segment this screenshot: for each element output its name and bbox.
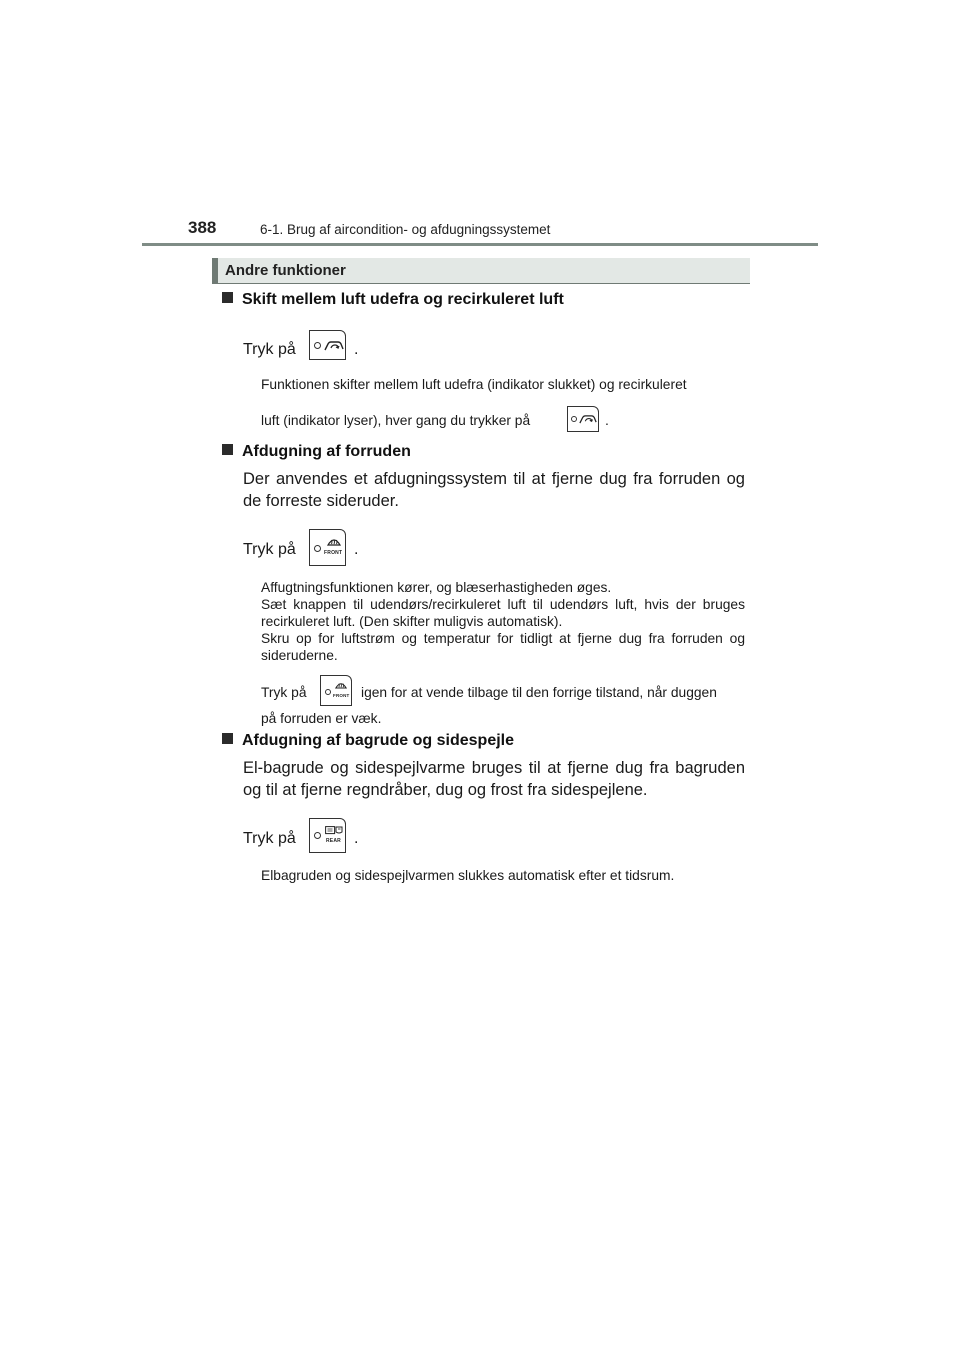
front-defog-notes xyxy=(261,579,745,664)
rear-defogger-mirror-heater-icon xyxy=(325,826,343,835)
note-line: Skru op for luftstrøm og temperatur for tidligt at fjerne dug fra forruden og sideruderne. xyxy=(261,631,745,663)
heading-front-defog: Afdugning af forruden xyxy=(222,443,411,461)
note-again-prefix: Tryk på xyxy=(261,685,307,700)
press-label: Tryk på xyxy=(243,541,296,558)
rear-defog-body: El-bagrude og sidespejlvarme bruges til at fjerne dug fra bagruden og til at fjerne regndråber, dug og frost fra sidespejlene. xyxy=(243,759,745,799)
note-recirc-line1: Funktionen skifter mellem luft udefra (indikator slukket) og recirkuleret xyxy=(261,377,687,392)
chapter-title: 6-1. Brug af aircondition- og afdugningssystemet xyxy=(260,222,551,237)
rear-defogger-button xyxy=(309,818,346,853)
recirculation-icon xyxy=(324,339,344,352)
rear-caption: REAR xyxy=(326,838,341,844)
note-recirc-line2: luft (indikator lyser), hver gang du trykker på xyxy=(261,413,531,428)
bullet-square-icon xyxy=(222,733,233,744)
front-defroster-button xyxy=(309,529,346,566)
recirculation-button xyxy=(309,330,346,360)
front-defog-body: Der anvendes et afdugningssystem til at fjerne dug fra forruden og de forreste sideruder. xyxy=(243,470,745,510)
note-line: Sæt knappen til udendørs/recirkuleret luft til udendørs luft, hvis der bruges recirkuleret luft. (Den skifter muligvis automatisk). xyxy=(261,597,745,629)
heading-recirculation: Skift mellem luft udefra og recirkuleret luft xyxy=(222,291,564,309)
section-bar xyxy=(212,258,750,284)
indicator-led xyxy=(314,545,321,552)
bullet-square-icon xyxy=(222,444,233,455)
note-again-line2: på forruden er væk. xyxy=(261,711,382,726)
front-caption: FRONT xyxy=(324,550,343,556)
heading-rear-defog: Afdugning af bagrude og sidespejle xyxy=(222,732,514,750)
bullet-square-icon xyxy=(222,292,233,303)
page-header xyxy=(142,214,818,246)
windshield-defroster-icon xyxy=(327,536,341,547)
header-rule xyxy=(142,243,818,246)
windshield-defroster-icon xyxy=(335,680,347,690)
recirculation-button-small xyxy=(567,406,599,432)
recirculation-icon xyxy=(579,413,597,425)
rear-defog-note: Elbagruden og sidespejlvarmen slukkes automatisk efter et tidsrum. xyxy=(261,868,675,883)
front-defroster-button-small: FRONT xyxy=(320,675,352,706)
section-title: Andre funktioner xyxy=(225,262,346,279)
indicator-led xyxy=(314,832,321,839)
note-line: Affugtningsfunktionen kører, og blæserhastigheden øges. xyxy=(261,580,612,595)
press-label: Tryk på xyxy=(243,830,296,847)
page-number: 388 xyxy=(188,218,217,237)
press-label: Tryk på xyxy=(243,341,296,358)
indicator-led xyxy=(314,342,321,349)
note-again-suffix: igen for at vende tilbage til den forrige tilstand, når duggen xyxy=(361,685,717,700)
